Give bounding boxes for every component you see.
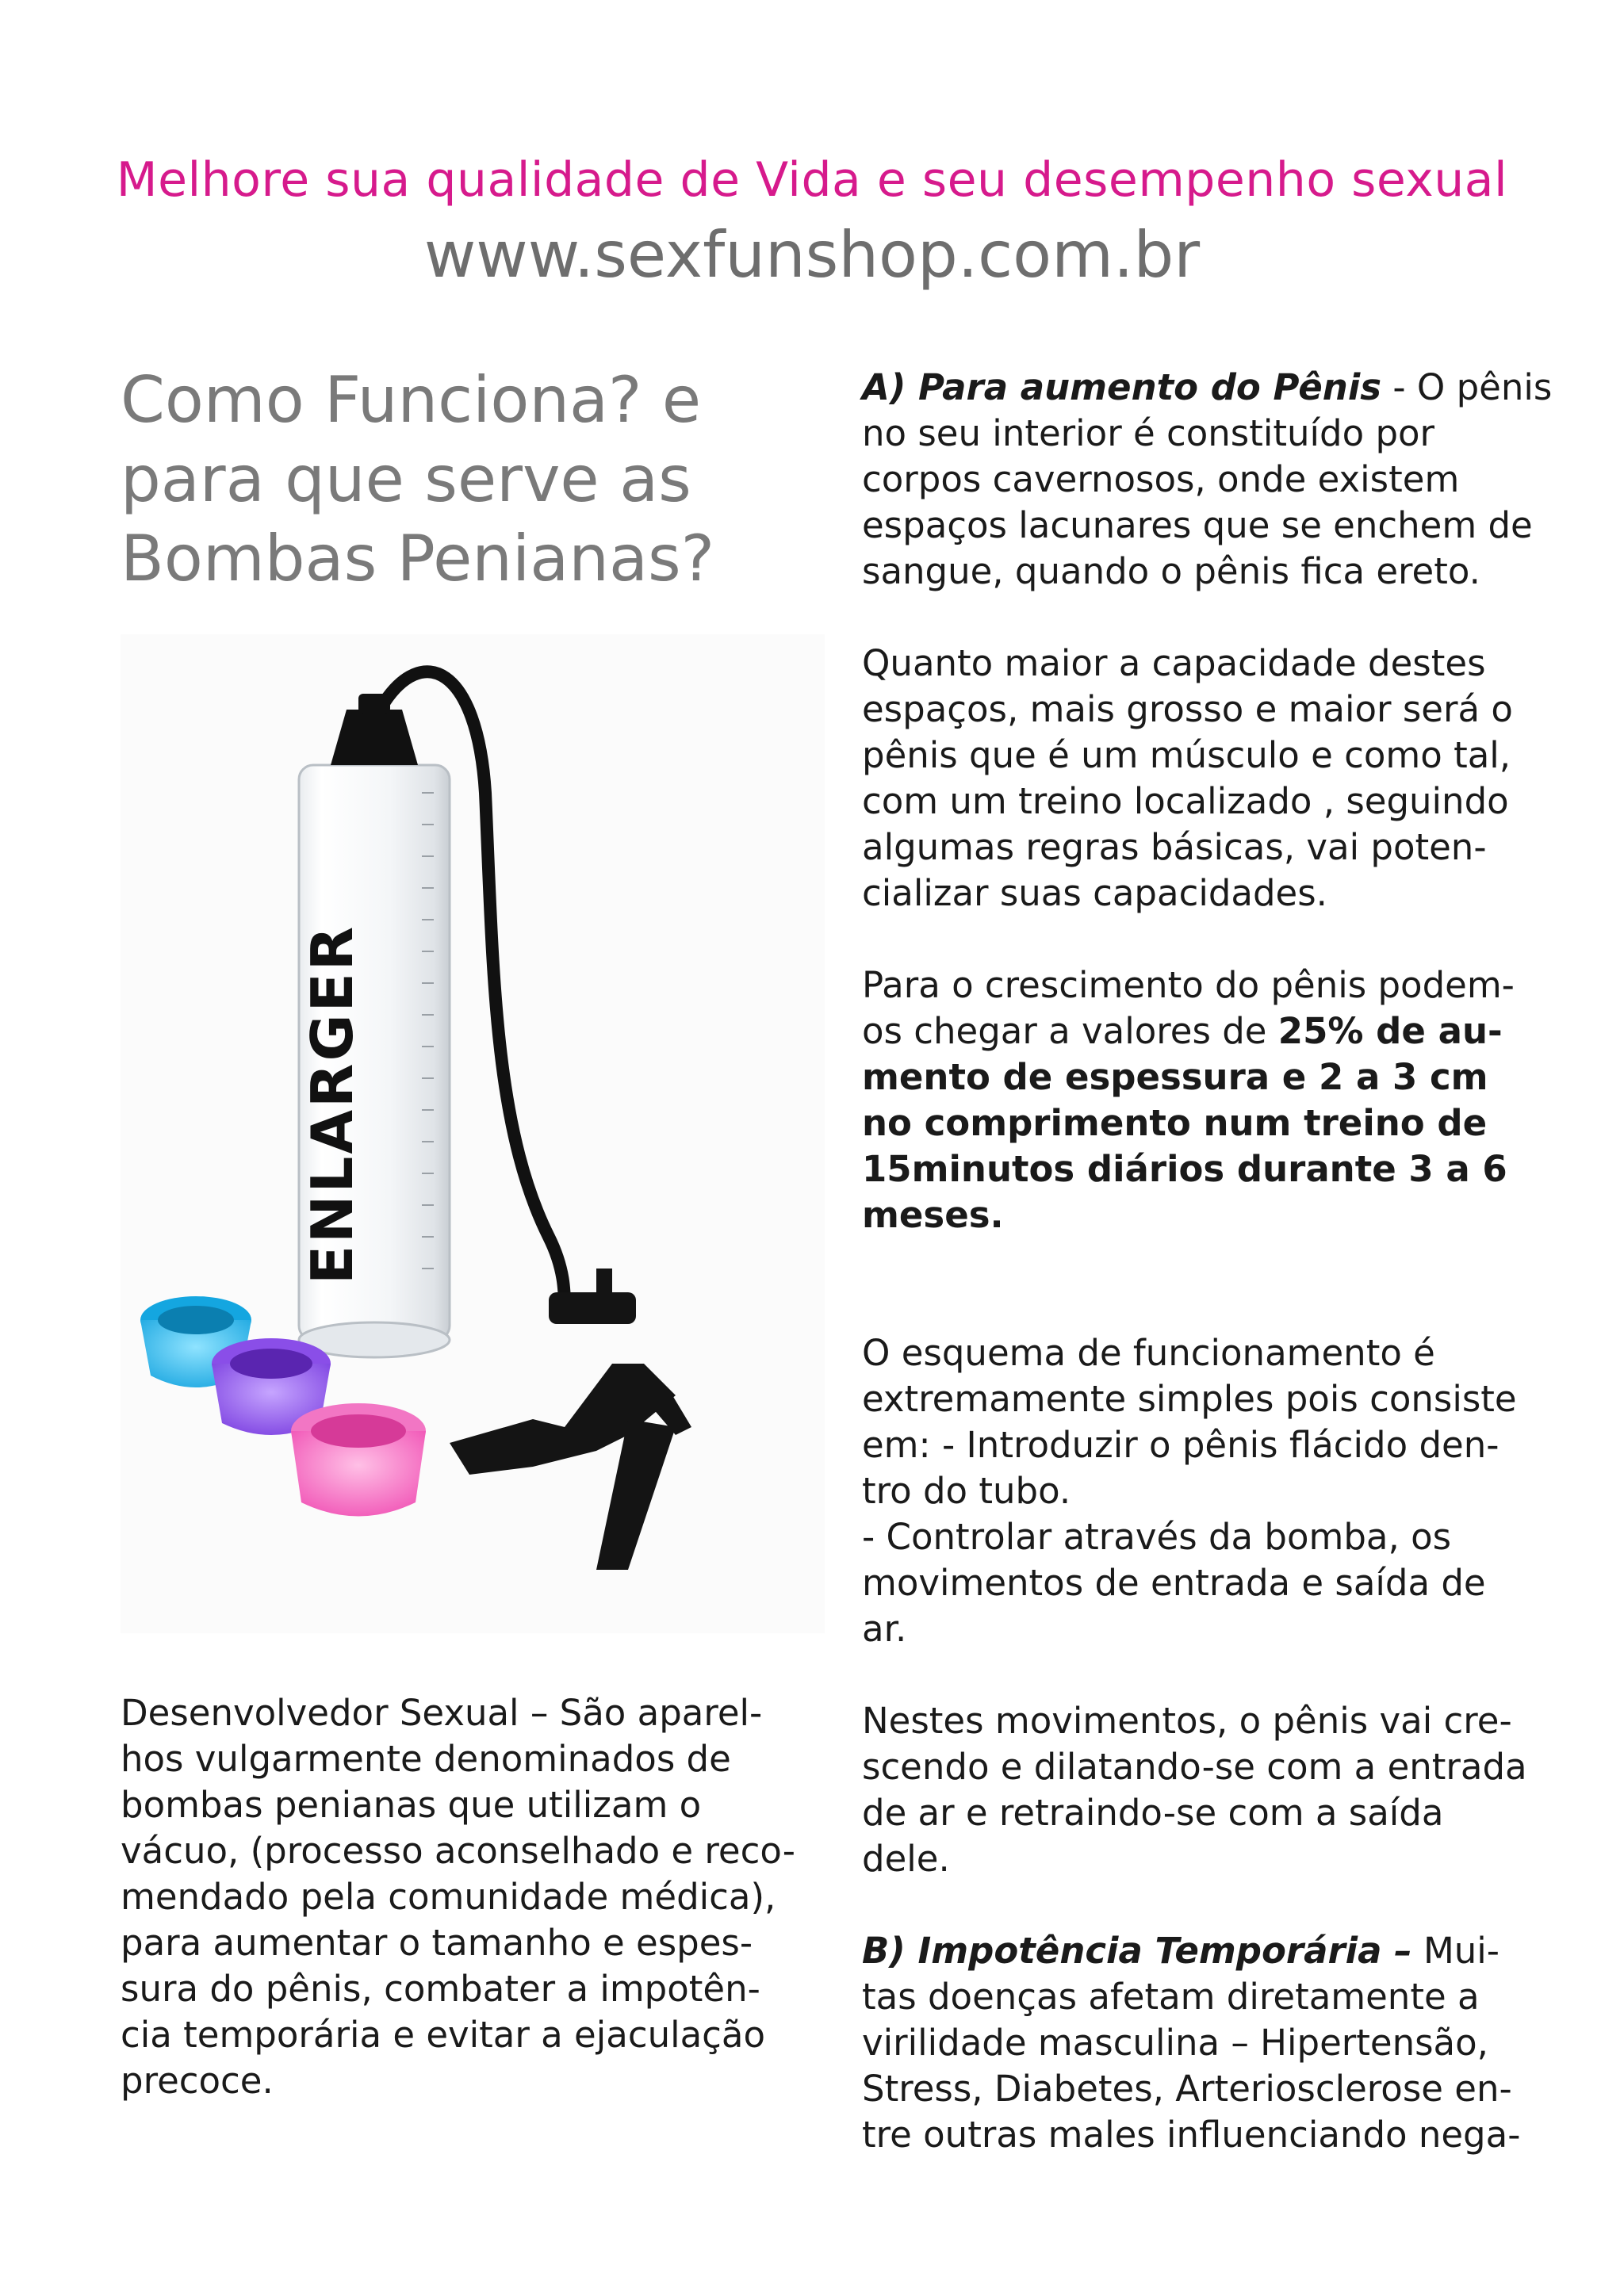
text-line: - Controlar através da bomba, os bbox=[862, 1516, 1452, 1558]
text-line: cia temporária e evitar a ejaculação bbox=[121, 2014, 766, 2056]
text-fragment: os chegar a valores de bbox=[862, 1010, 1278, 1052]
section-a bbox=[862, 365, 1576, 595]
text-line: vácuo, (processo aconselhado e reco- bbox=[121, 1830, 795, 1872]
text-line: Para o crescimento do pênis podem- bbox=[862, 964, 1515, 1006]
text-line: de ar e retraindo-se com a saída bbox=[862, 1792, 1444, 1834]
paragraph-2 bbox=[862, 641, 1576, 916]
text-line: corpos cavernosos, onde existem bbox=[862, 458, 1460, 500]
text-line bbox=[862, 1008, 1576, 1054]
text-line: Desenvolvedor Sexual – São aparel- bbox=[121, 1692, 763, 1734]
text-line: virilidade masculina – Hipertensão, bbox=[862, 2022, 1488, 2064]
section-a-heading: A) Para aumento do Pênis bbox=[862, 366, 1382, 408]
text-line: Quanto maior a capacidade destes bbox=[862, 642, 1486, 684]
text-line: O esquema de funcionamento é bbox=[862, 1332, 1435, 1374]
text-line: no seu interior é constituído por bbox=[862, 412, 1435, 454]
text-line: ar. bbox=[862, 1608, 907, 1650]
paragraph-5 bbox=[862, 1698, 1576, 1882]
text-line: movimentos de entrada e saída de bbox=[862, 1562, 1486, 1604]
site-url: www.sexfunshop.com.br bbox=[423, 218, 1201, 292]
text-fragment: - O pênis bbox=[1381, 366, 1553, 408]
text-line: bombas penianas que utilizam o bbox=[121, 1784, 702, 1826]
text-line: pênis que é um músculo e como tal, bbox=[862, 734, 1511, 776]
text-line: Stress, Diabetes, Arteriosclerose en- bbox=[862, 2068, 1512, 2110]
text-line: em: - Introduzir o pênis flácido den- bbox=[862, 1424, 1500, 1466]
text-line: tre outras males influenciando nega- bbox=[862, 2114, 1521, 2156]
text-line: cializar suas capacidades. bbox=[862, 872, 1327, 914]
sleeve-pink bbox=[291, 1403, 426, 1517]
title-line: Bombas Penianas? bbox=[121, 522, 715, 595]
text-line: scendo e dilatando-se com a entrada bbox=[862, 1746, 1527, 1788]
paragraph-4 bbox=[862, 1330, 1576, 1652]
section-b bbox=[862, 1928, 1576, 2158]
title-line: Como Funciona? e bbox=[121, 363, 702, 437]
text-line: hos vulgarmente denominados de bbox=[121, 1738, 731, 1780]
text-fragment: Mui- bbox=[1411, 1930, 1500, 1972]
text-line: para aumentar o tamanho e espes- bbox=[121, 1922, 753, 1964]
paragraph-3 bbox=[862, 962, 1576, 1238]
text-line: dele. bbox=[862, 1838, 950, 1880]
text-line bbox=[862, 1928, 1576, 1974]
text-line bbox=[862, 365, 1576, 411]
text-line: tro do tubo. bbox=[862, 1470, 1071, 1512]
text-line: espaços lacunares que se enchem de bbox=[862, 504, 1533, 546]
text-line: meses. bbox=[862, 1194, 1004, 1236]
text-line: extremamente simples pois consiste bbox=[862, 1378, 1517, 1420]
text-line: com um treino localizado , seguindo bbox=[862, 780, 1509, 822]
left-intro-text bbox=[121, 1690, 795, 2104]
title-line: para que serve as bbox=[121, 442, 691, 516]
text-line: mento de espessura e 2 a 3 cm bbox=[862, 1056, 1488, 1098]
text-line: sura do pênis, combater a impotên- bbox=[121, 1968, 760, 2010]
text-line: Nestes movimentos, o pênis vai cre- bbox=[862, 1700, 1512, 1742]
product-label: ENLARGER bbox=[299, 924, 366, 1284]
tagline: Melhore sua qualidade de Vida e seu desempenho sexual bbox=[116, 152, 1508, 208]
product-image bbox=[121, 634, 825, 1633]
text-line: espaços, mais grosso e maior será o bbox=[862, 688, 1513, 730]
text-line: tas doenças afetam diretamente a bbox=[862, 1976, 1480, 2018]
text-fragment-bold: 25% de au- bbox=[1277, 1010, 1503, 1052]
text-line: mendado pela comunidade médica), bbox=[121, 1876, 776, 1918]
text-line: no comprimento num treino de bbox=[862, 1102, 1488, 1144]
text-line: sangue, quando o pênis fica ereto. bbox=[862, 550, 1480, 592]
text-line: algumas regras básicas, vai poten- bbox=[862, 826, 1487, 868]
page-title bbox=[121, 361, 771, 599]
right-column bbox=[862, 365, 1576, 2204]
text-line: precoce. bbox=[121, 2060, 274, 2102]
section-b-heading: B) Impotência Temporária – bbox=[862, 1930, 1412, 1972]
text-line: 15minutos diários durante 3 a 6 bbox=[862, 1148, 1507, 1190]
